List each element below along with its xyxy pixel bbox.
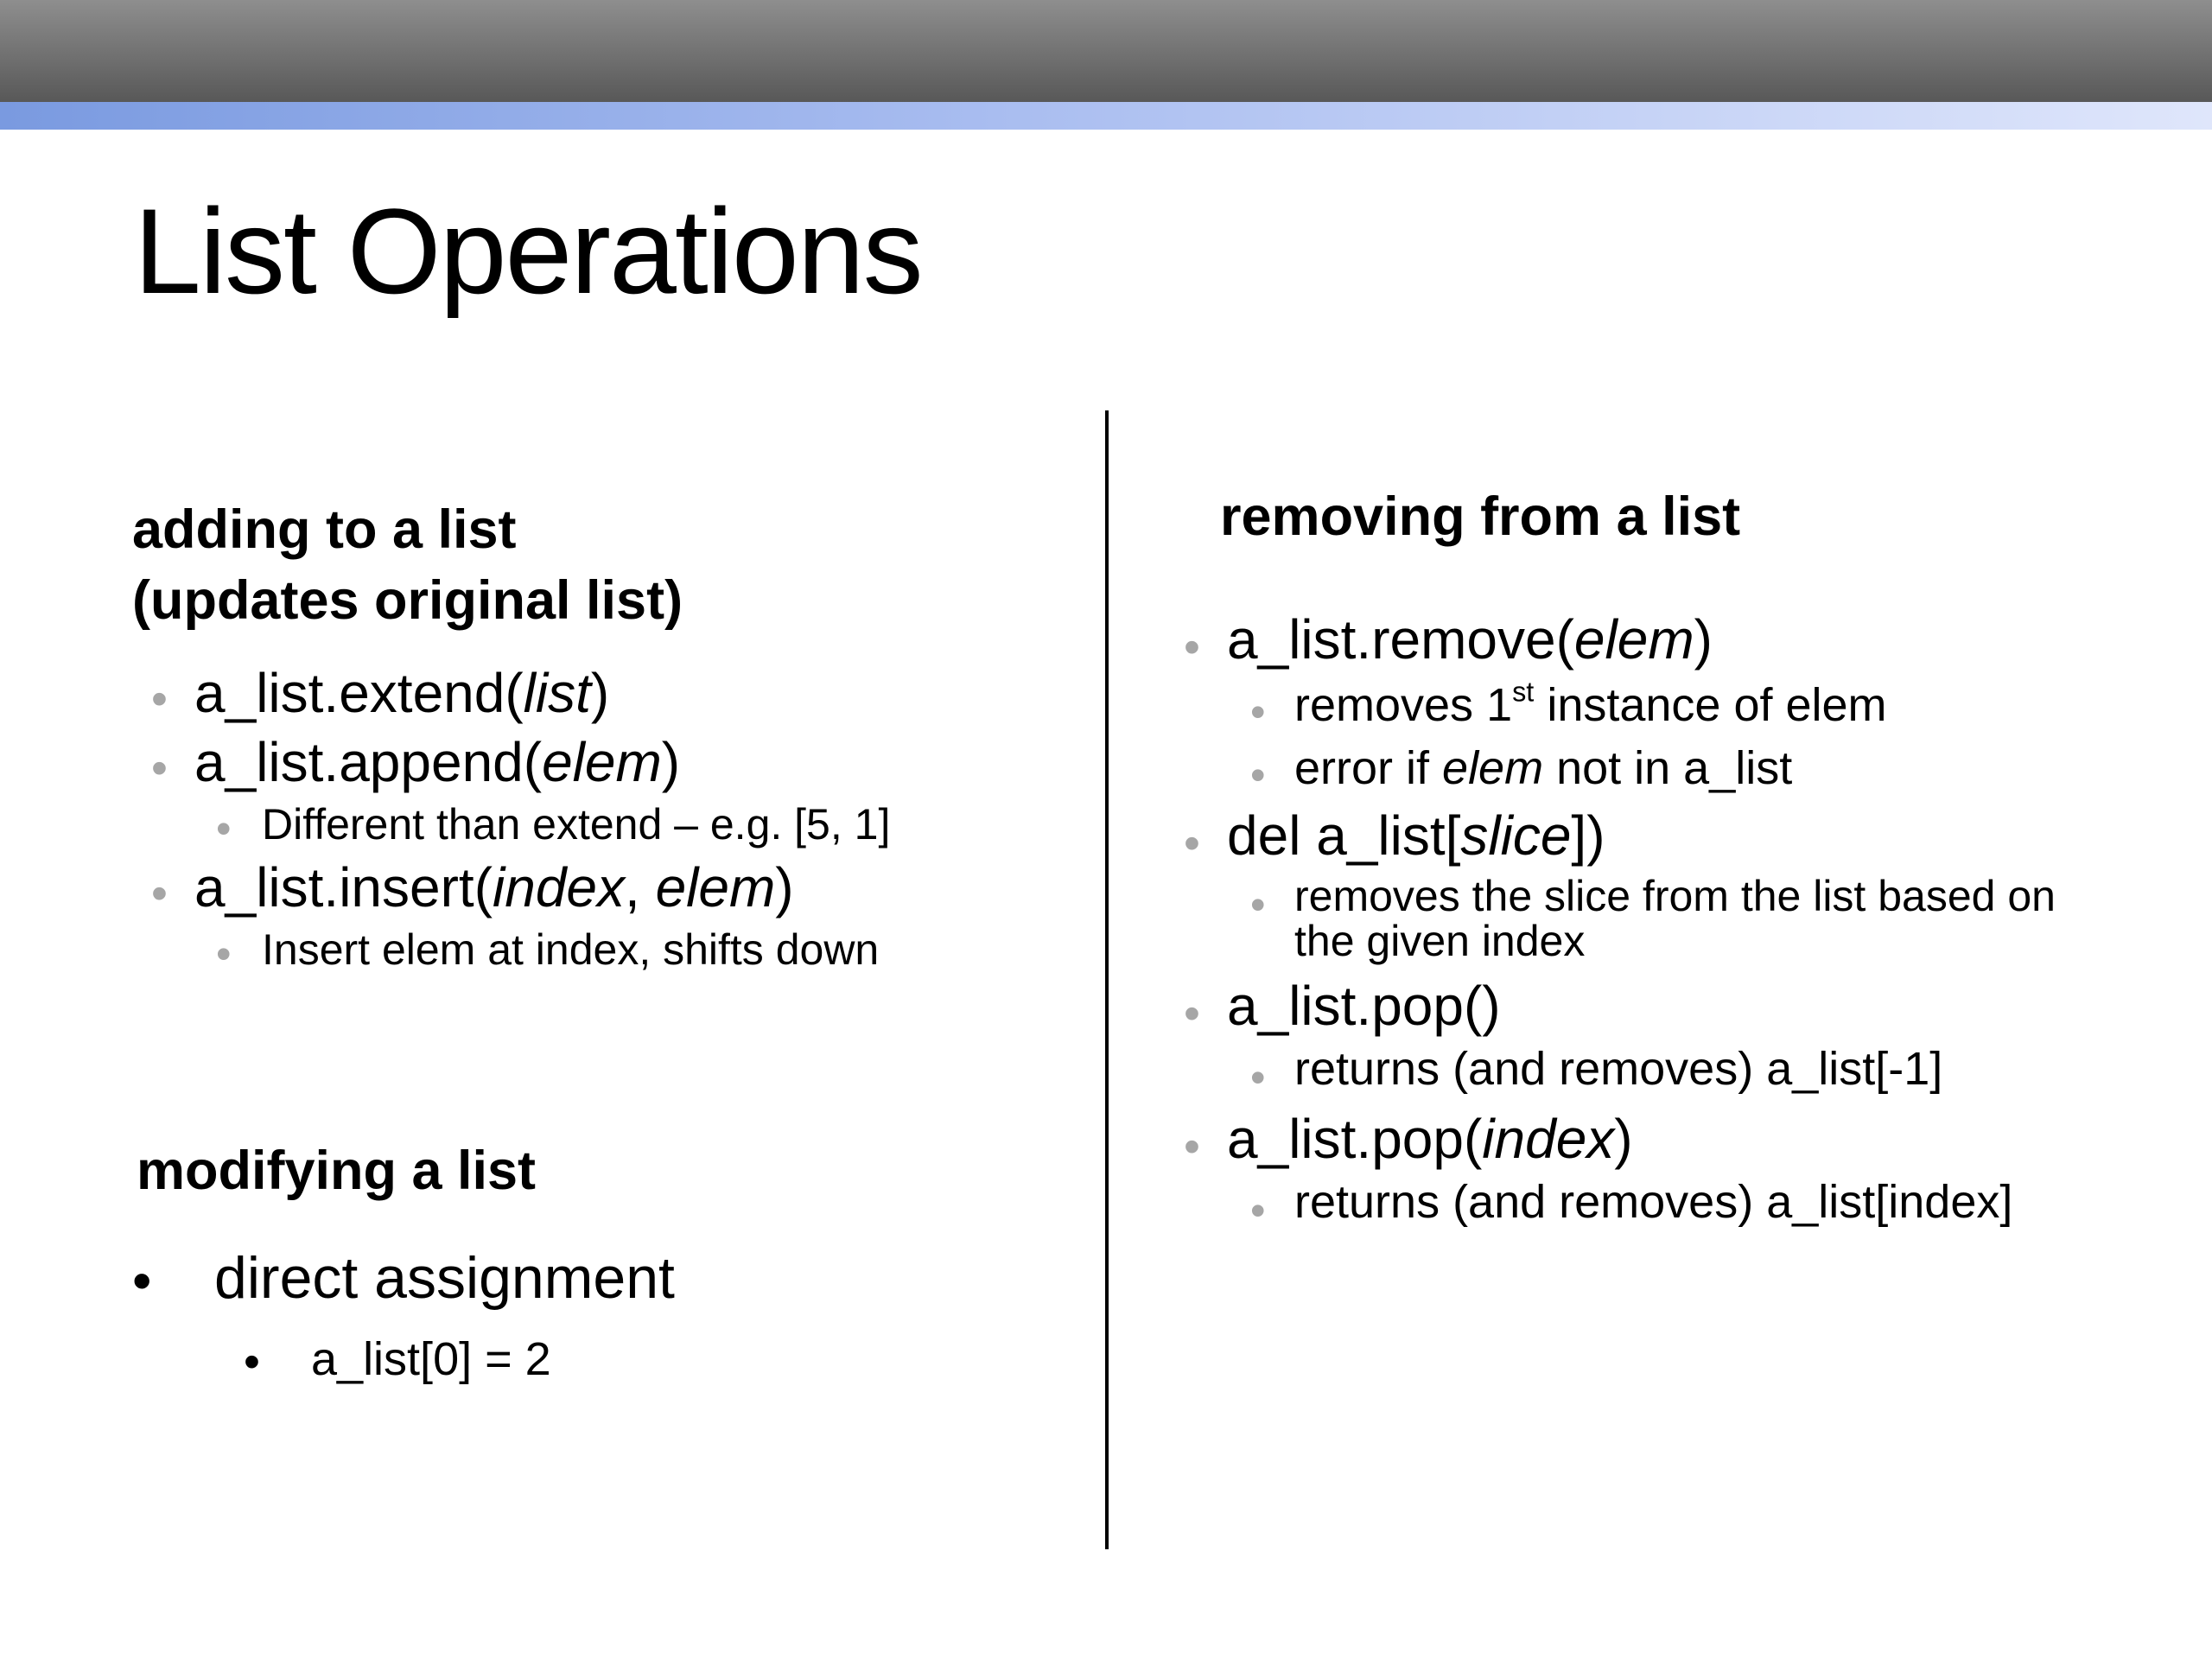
bullet: • xyxy=(1184,1121,1200,1173)
del-prefix: del a_list[ xyxy=(1227,804,1461,867)
insert-note: Insert elem at index, shifts down xyxy=(262,925,880,974)
bullet: • xyxy=(1250,688,1266,736)
direct-assignment-item: direct assignment xyxy=(214,1245,675,1311)
pop-index-suffix: ) xyxy=(1614,1108,1633,1170)
remove-suffix: ) xyxy=(1694,608,1713,671)
bullet: • xyxy=(1250,1186,1266,1235)
accent-stripe xyxy=(0,102,2212,130)
remove-note2-before: error if xyxy=(1294,742,1443,794)
del-arg: slice xyxy=(1460,804,1572,867)
removing-heading: removing from a list xyxy=(1220,486,1741,547)
remove-note1-sup: st xyxy=(1512,676,1535,708)
pop-index-prefix: a_list.pop( xyxy=(1227,1108,1483,1170)
pop-item: a_list.pop() xyxy=(1227,975,1501,1037)
remove-arg: elem xyxy=(1573,608,1694,671)
pop-index-item xyxy=(1227,1107,1633,1171)
insert-suffix: ) xyxy=(775,856,794,918)
insert-comma: , xyxy=(625,856,656,918)
append-suffix: ) xyxy=(661,731,681,793)
pop-note: returns (and removes) a_list[-1] xyxy=(1294,1043,1943,1095)
remove-prefix: a_list.remove( xyxy=(1227,608,1574,671)
del-note-line1: removes the slice from the list based on xyxy=(1294,872,2056,920)
bullet: • xyxy=(151,742,168,794)
column-divider xyxy=(1105,410,1109,1549)
bullet: • xyxy=(151,868,168,919)
pop-index-note: returns (and removes) a_list[index] xyxy=(1294,1176,2013,1228)
remove-note2-arg: elem xyxy=(1442,742,1544,794)
extend-suffix: ) xyxy=(590,662,610,724)
bullet: • xyxy=(1184,988,1200,1039)
bullet: • xyxy=(1184,621,1200,673)
append-note: Different than extend – e.g. [5, 1] xyxy=(262,800,891,849)
bullet: • xyxy=(1250,880,1266,929)
insert-arg-index: index xyxy=(493,856,625,918)
bullet: • xyxy=(244,1336,260,1388)
modifying-heading: modifying a list xyxy=(137,1141,537,1201)
bullet: • xyxy=(216,804,232,853)
extend-arg: list xyxy=(523,662,591,724)
adding-heading xyxy=(132,494,683,636)
slide-title: List Operations xyxy=(134,183,922,319)
remove-note-error xyxy=(1294,741,1792,795)
del-suffix: ]) xyxy=(1571,804,1605,867)
del-note-line2: the given index xyxy=(1294,917,1586,965)
append-prefix: a_list.append( xyxy=(194,731,543,793)
insert-prefix: a_list.insert( xyxy=(194,856,493,918)
adding-heading-line2: (updates original list) xyxy=(132,570,683,631)
extend-item xyxy=(194,661,609,725)
assignment-example: a_list[0] = 2 xyxy=(311,1333,551,1385)
remove-item xyxy=(1227,607,1713,671)
remove-note2-after: not in a_list xyxy=(1543,742,1793,794)
extend-prefix: a_list.extend( xyxy=(194,662,524,724)
remove-note1-before: removes 1 xyxy=(1294,679,1513,731)
del-item xyxy=(1227,804,1605,868)
adding-heading-line1: adding to a list xyxy=(132,499,517,560)
bullet: • xyxy=(1250,1053,1266,1102)
bullet: • xyxy=(132,1249,152,1312)
remove-note1-after: instance of elem xyxy=(1534,679,1887,731)
pop-index-arg: index xyxy=(1482,1108,1615,1170)
insert-arg-elem: elem xyxy=(655,856,776,918)
append-item xyxy=(194,730,680,794)
remove-note-first-instance xyxy=(1294,678,1887,732)
append-arg: elem xyxy=(542,731,662,793)
bullet: • xyxy=(1250,751,1266,799)
bullet: • xyxy=(151,673,168,725)
title-bar-gradient xyxy=(0,0,2212,102)
bullet: • xyxy=(1184,817,1200,869)
bullet: • xyxy=(216,930,232,978)
insert-item xyxy=(194,855,794,919)
